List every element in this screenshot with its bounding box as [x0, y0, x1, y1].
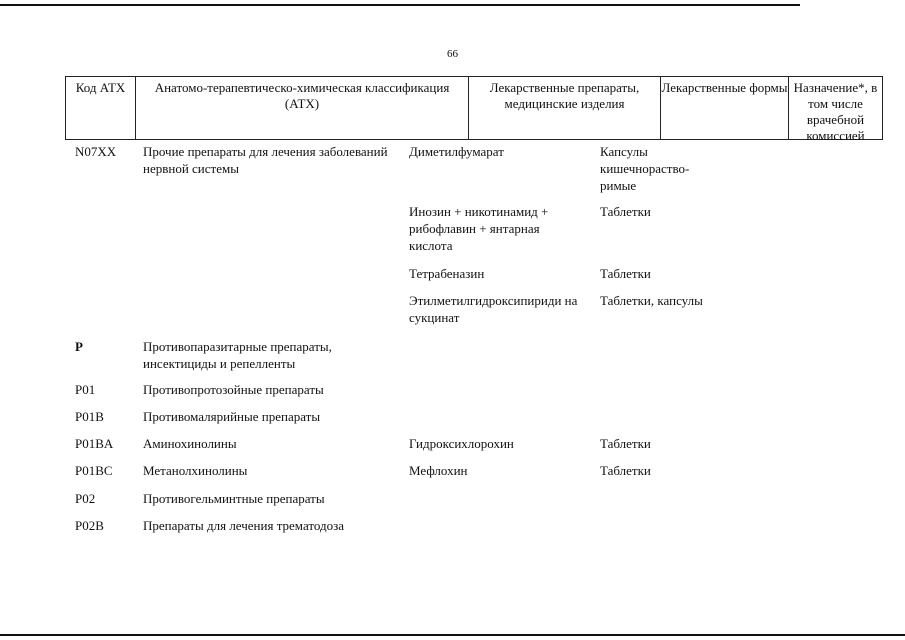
row-form: Таблетки, капсулы — [600, 293, 703, 308]
row-name: Аминохинолины — [143, 436, 237, 451]
row-drug: Мефлохин — [409, 463, 468, 478]
top-rule — [0, 4, 800, 6]
row-name: Противогельминтные препараты — [143, 491, 325, 506]
header-classification: Анатомо-терапевтическо-химическая классификация (АТХ) — [136, 77, 469, 139]
row-drug: Тетрабеназин — [409, 266, 485, 281]
row-drug: Гидроксихлорохин — [409, 436, 514, 451]
header-drugs: Лекарственные препараты, медицинские изделия — [469, 77, 661, 139]
header-forms: Лекарственные формы — [661, 77, 789, 139]
row-drug: Диметилфумарат — [409, 144, 504, 159]
row-form: Капсулы кишечнораство-римые — [600, 144, 690, 193]
row-name: Противомалярийные препараты — [143, 409, 321, 424]
row-name: Противопаразитарные препараты, инсектициды и репелленты — [143, 339, 332, 371]
header-assignment: Назначение*, в том числе врачебной комиссией — [793, 80, 878, 143]
row-code: P01BA — [75, 436, 114, 451]
row-form: Таблетки — [600, 266, 651, 281]
row-code: N07XX — [75, 144, 117, 159]
row-form: Таблетки — [600, 436, 651, 451]
row-name: Прочие препараты для лечения заболеваний нервной системы — [143, 144, 388, 176]
row-name: Противопротозойные препараты — [143, 382, 324, 397]
header-code: Код АТХ — [66, 77, 136, 139]
row-code: P01B — [75, 409, 104, 424]
bottom-rule — [0, 634, 905, 636]
row-code: P — [75, 339, 83, 354]
row-drug: Этилметилгидроксипириди на сукцинат — [409, 293, 578, 325]
row-code: P02B — [75, 518, 104, 533]
row-code: P01 — [75, 382, 96, 397]
row-form: Таблетки — [600, 204, 651, 219]
row-name: Препараты для лечения трематодоза — [143, 518, 345, 533]
row-code: P01BC — [75, 463, 113, 478]
page-number: 66 — [447, 48, 458, 60]
row-form: Таблетки — [600, 463, 651, 478]
row-name: Метанолхинолины — [143, 463, 248, 478]
row-code: P02 — [75, 491, 96, 506]
table-header — [65, 76, 883, 143]
row-drug: Инозин + никотинамид + рибофлавин + янтарная кислота — [409, 204, 549, 253]
